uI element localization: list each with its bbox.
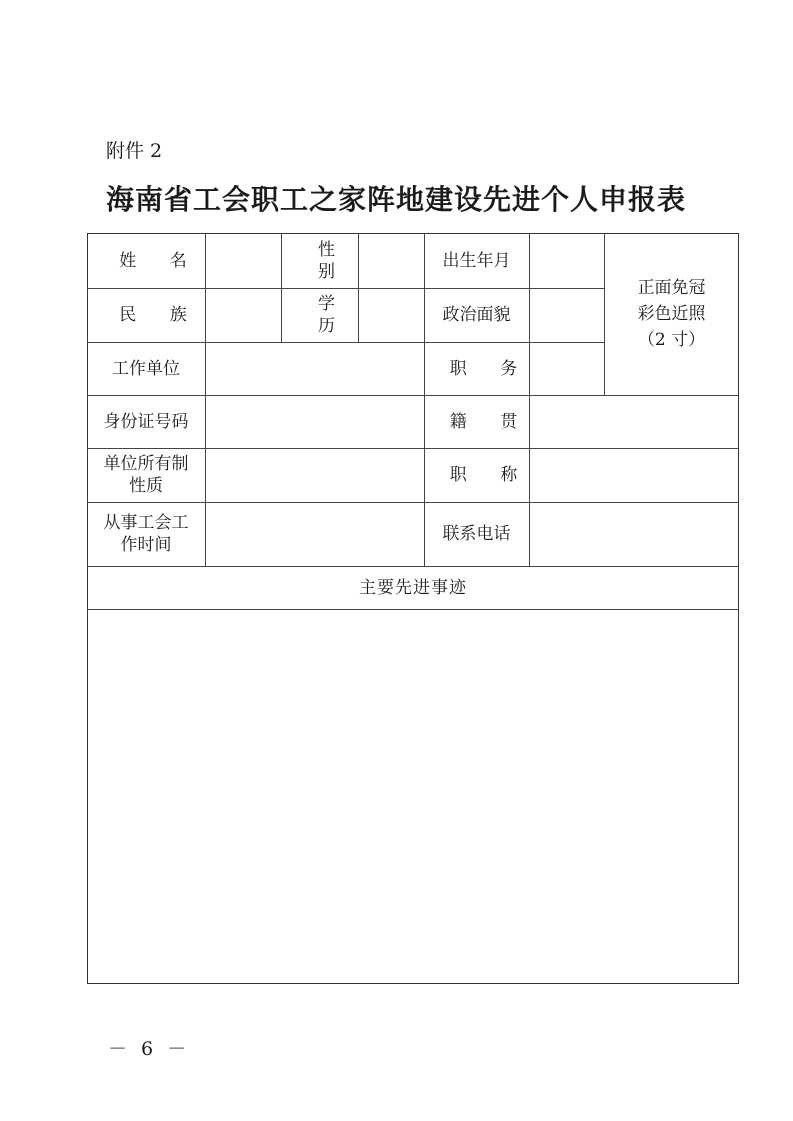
job-title-field[interactable]: [529, 448, 739, 502]
page-number: － 6 －: [108, 1038, 191, 1060]
ownership-label: 单位所有制性质: [103, 454, 189, 496]
political-status-field[interactable]: [529, 288, 604, 342]
position-label: 职 务: [449, 358, 532, 379]
photo-note-line1: 正面免冠: [637, 278, 706, 298]
photo-note-line2: 彩色近照: [637, 304, 706, 324]
native-place-field[interactable]: [529, 395, 739, 448]
education-field[interactable]: [358, 288, 424, 342]
photo-note-line3: （2 寸）: [637, 330, 706, 350]
union-work-time-field[interactable]: [205, 502, 424, 566]
ethnicity-label: 民 族: [119, 305, 201, 325]
name-label: 姓 名: [119, 250, 201, 271]
native-place-label: 籍 贯: [449, 411, 532, 432]
union-work-time-label: 从事工会工作时间: [103, 513, 189, 555]
job-title-label: 职 称: [449, 465, 532, 485]
name-field[interactable]: [205, 233, 281, 288]
main-deeds-header: 主要先进事迹: [359, 577, 467, 598]
phone-label: 联系电话: [442, 524, 511, 544]
form-title: 海南省工会职工之家阵地建设先进个人申报表: [106, 183, 687, 216]
id-number-field[interactable]: [205, 395, 424, 448]
position-field[interactable]: [529, 342, 604, 395]
work-unit-label: 工作单位: [112, 358, 180, 379]
main-deeds-field[interactable]: [87, 609, 739, 984]
ethnicity-field[interactable]: [205, 288, 281, 342]
gender-label: 性 别: [318, 239, 349, 282]
gender-field[interactable]: [358, 233, 424, 288]
political-status-label: 政治面貌: [442, 305, 511, 325]
id-number-label: 身份证号码: [103, 411, 189, 432]
photo-box[interactable]: [604, 233, 739, 395]
work-unit-field[interactable]: [205, 342, 424, 395]
education-label: 学 历: [318, 294, 349, 336]
ownership-field[interactable]: [205, 448, 424, 502]
attachment-label: 附件 2: [106, 140, 163, 162]
birth-field[interactable]: [529, 233, 604, 288]
phone-field[interactable]: [529, 502, 739, 566]
birth-label: 出生年月: [442, 250, 511, 271]
